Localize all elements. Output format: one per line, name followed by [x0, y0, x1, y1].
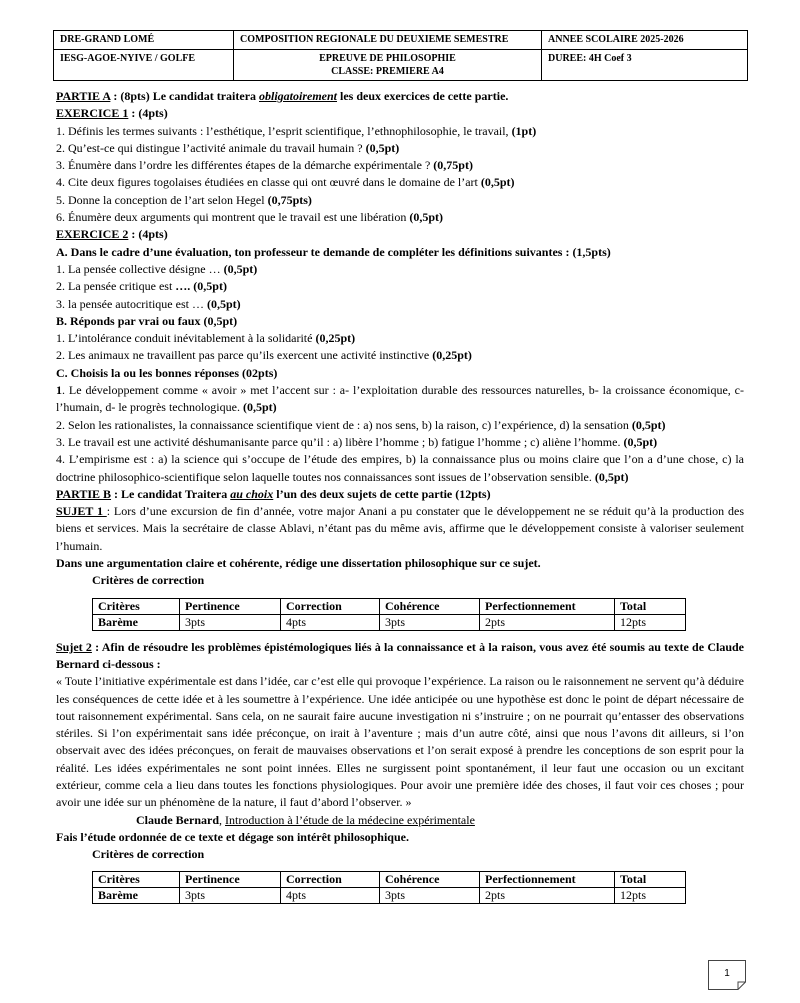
header-classe: CLASSE: PREMIERE A4 [331, 66, 444, 77]
question-item [56, 157, 744, 174]
question-item [56, 382, 744, 417]
criteria-value-cell: 12pts [615, 888, 686, 904]
criteria-header-cell: Cohérence [380, 598, 480, 614]
question-text: 1. La pensée collective désigne … [56, 261, 224, 276]
question-points: (0,5pt) [623, 434, 658, 449]
question-item [56, 347, 744, 364]
criteria-value-cell: 4pts [281, 888, 380, 904]
criteria-table-1 [92, 598, 686, 631]
question-item [56, 174, 744, 191]
header-row [54, 50, 748, 81]
question-points: (0,5pt) [631, 417, 666, 432]
question-text: 5. Donne la conception de l’art selon Hegel [56, 192, 268, 207]
question-ellipsis: …. [175, 279, 191, 294]
question-number: 1 [56, 383, 62, 398]
question-text: 3. Le travail est une activité déshumanisante parce qu’il : a) libère l’homme ; b) fatigue l’homme ; c) aliène l’homme. [56, 434, 624, 449]
question-text: 1. L’intolérance conduit inévitablement à la solidarité [56, 331, 316, 346]
question-points: (0,25pt) [315, 331, 356, 346]
criteria-header-cell: Total [615, 598, 686, 614]
section-c-heading: C. Choisis la ou les bonnes réponses (02pts) [56, 365, 278, 380]
question-text: 2. Les animaux ne travaillent pas parce qu’ils exercent une activité instinctive [56, 348, 433, 363]
question-points: (0,5pt) [480, 175, 515, 190]
question-item [56, 417, 744, 434]
question-text: 6. Énumère deux arguments qui montrent que le travail est une libération [56, 210, 410, 225]
partie-b-intro: : Le candidat Traitera [111, 486, 231, 501]
criteria-value-cell: 2pts [480, 614, 615, 630]
header-row [54, 31, 748, 50]
question-item [56, 296, 744, 313]
header-dre: DRE-GRAND LOMÉ [54, 31, 234, 50]
sujet-1-instruction: Dans une argumentation claire et cohérente, rédige une dissertation philosophique sur ce sujet. [56, 556, 541, 571]
partie-b-intro-end: l’un des deux sujets de cette partie (12pts) [273, 486, 491, 501]
quote-author: Claude Bernard [136, 812, 220, 827]
question-item [56, 451, 744, 486]
criteria-header-cell: Perfectionnement [480, 598, 615, 614]
question-text: 4. Cite deux figures togolaises étudiées en classe qui ont œuvré dans le domaine de l’art [56, 175, 481, 190]
criteria-row-label: Barème [93, 888, 180, 904]
question-text: 2. Qu’est-ce qui distingue l’activité animale du travail humain ? [56, 140, 366, 155]
header-school: IESG-AGOE-NYIVE / GOLFE [54, 50, 234, 81]
sujet-2-label: Sujet 2 [56, 639, 92, 654]
question-item [56, 140, 744, 157]
partie-a-intro-end: les deux exercices de cette partie. [337, 89, 509, 103]
question-points: (0,75pt) [433, 158, 473, 173]
question-item [56, 209, 744, 226]
partie-b-heading [56, 486, 744, 503]
criteria-value-row [93, 614, 686, 630]
quote-separator: , [219, 812, 226, 827]
header-duration: DUREE: 4H Coef 3 [542, 50, 748, 81]
header-school-year: ANNEE SCOLAIRE 2025-2026 [542, 31, 748, 50]
sujet-1-statement [56, 503, 744, 555]
question-points: (0,5pt) [206, 296, 241, 311]
header-epreuve: EPREUVE DE PHILOSOPHIE [319, 53, 456, 64]
exam-body [56, 88, 744, 912]
criteria-header-row [93, 872, 686, 888]
criteria-header-row [93, 598, 686, 614]
question-item [56, 261, 744, 278]
question-points: (0,5pt) [594, 469, 629, 484]
question-item [56, 434, 744, 451]
question-text: 2. La pensée critique est [56, 279, 176, 294]
partie-a-emphasis: obligatoirement [259, 89, 338, 103]
criteria-value-cell: 2pts [480, 888, 615, 904]
sujet-1-criteria-title: Critères de correction [92, 573, 205, 588]
question-points: (0,5pt) [242, 400, 277, 415]
criteria-header-cell: Correction [281, 872, 380, 888]
quote-book-title: Introduction à l’étude de la médecine expérimentale [225, 812, 475, 827]
section-b-heading: B. Réponds par vrai ou faux (0,5pt) [56, 313, 238, 328]
question-text: 3. Énumère dans l’ordre les différentes étapes de la démarche expérimentale ? [56, 158, 434, 173]
criteria-header-cell: Total [615, 872, 686, 888]
question-item [56, 330, 744, 347]
criteria-value-cell: 3pts [180, 888, 281, 904]
sujet-2-instruction: Fais l’étude ordonnée de ce texte et dégage son intérêt philosophique. [56, 829, 409, 844]
question-text: . Le développement comme « avoir » met l’accent sur : a- l’exploitation durable des ressources naturelles, b- la croissance économique, c- l’humain, d- le progrès technologique. [56, 383, 744, 415]
criteria-value-cell: 3pts [180, 614, 281, 630]
question-points: (0,5pt) [223, 261, 258, 276]
sujet-2-criteria-title: Critères de correction [92, 847, 205, 862]
quote-source [56, 812, 744, 829]
sujet-2-intro-text: : Afin de résoudre les problèmes épistémologiques liés à la connaissance et à la raison, vous avez été soumis au texte de Claude Bernard ci-dessous : [56, 639, 744, 671]
question-points: (0,5pt) [190, 279, 227, 294]
section-a-heading: A. Dans le cadre d’une évaluation, ton professeur te demande de compléter les définitions suivantes : (1,5pts) [56, 244, 611, 259]
criteria-header-cell: Cohérence [380, 872, 480, 888]
exercice-1-label: EXERCICE 1 [56, 106, 129, 121]
partie-a-intro: : (8pts) Le candidat traitera [110, 89, 260, 103]
exercice-1-heading [56, 105, 744, 122]
partie-b-label: PARTIE B [56, 486, 112, 501]
partie-a-heading [56, 88, 744, 105]
question-points: (0,75pts) [267, 192, 312, 207]
exercice-2-points: : (4pts) [128, 227, 168, 242]
question-text: 3. la pensée autocritique est … [56, 296, 207, 311]
header-subject [234, 50, 542, 81]
header-composition: COMPOSITION REGIONALE DU DEUXIEME SEMESTRE [234, 31, 542, 50]
page-number-box [708, 960, 746, 990]
partie-a-label: PARTIE A [56, 89, 111, 103]
criteria-header-cell: Pertinence [180, 872, 281, 888]
criteria-row-label: Barème [93, 614, 180, 630]
question-text: 2. Selon les rationalistes, la connaissance scientifique vient de : a) nos sens, b) la raison, c) l’expérience, d) la sensation [56, 417, 632, 432]
exercice-2-label: EXERCICE 2 [56, 227, 129, 242]
question-item [56, 192, 744, 209]
sujet-1-label: SUJET 1 [56, 504, 107, 519]
criteria-value-cell: 4pts [281, 614, 380, 630]
question-text: 1. Définis les termes suivants : l’esthétique, l’esprit scientifique, l’ethnophilosophie, le travail, [56, 123, 512, 138]
page-number: 1 [724, 968, 730, 979]
sujet-1-text: : Lors d’une excursion de fin d’année, votre major Anani a pu constater que le développement ne se réduit qu’à la production des biens et services. Mais la secrétaire de classe Ablavi, n’étant pas du même avis, affirme que le développement consiste à valoriser seulement l’humain. [56, 504, 744, 553]
criteria-header-cell: Correction [281, 598, 380, 614]
sujet-2-quote: « Toute l’initiative expérimentale est dans l’idée, car c’est elle qui provoque l’expérience. La raison ou le raisonnement ne servent qu’à déduire les conséquences de cette idée et à les soumettre à l’expérience. Une idée anticipée ou une hypothèse est donc le point de départ nécessaire de tout raisonnement expérimental. Sans cela, on ne saurait faire aucune investigation ni s’instruire ; on ne pourrait qu’entasser des observations stériles. Si l’on expérimentait sans idée préconçue, on irait à l’aventure ; mais d’un autre côté, ainsi que nous l’avons dit ailleurs, si l’on observait avec des idées préconçues, on ferait de mauvaises observations et l’on serait exposé à prendre les conceptions de son esprit pour la réalité. Les idées expérimentales ne sont point innées. Elles ne surgissent point spontanément, il leur faut une occasion ou un excitant extérieur, comme cela a lieu dans toutes les fonctions physiologiques. Pour avoir une première idée des choses, il faut voir ces choses ; pour avoir une idée sur un phénomène de la nature, il faut d’abord l’observer. » [56, 674, 744, 810]
partie-b-emphasis: au choix [230, 486, 274, 501]
exercice-1-points: : (4pts) [128, 106, 168, 121]
criteria-header-cell: Critères [93, 872, 180, 888]
question-points: (0,5pt) [365, 140, 400, 155]
criteria-table-2 [92, 871, 686, 904]
criteria-value-cell: 12pts [615, 614, 686, 630]
sujet-2-intro [56, 639, 744, 674]
criteria-header-cell: Pertinence [180, 598, 281, 614]
question-item [56, 278, 744, 295]
question-item [56, 123, 744, 140]
question-points: (0,25pt) [432, 348, 472, 363]
criteria-value-cell: 3pts [380, 614, 480, 630]
criteria-value-row [93, 888, 686, 904]
criteria-header-cell: Critères [93, 598, 180, 614]
exam-header-table [53, 30, 748, 81]
question-text: 4. L’empirisme est : a) la science qui s’occupe de l’étude des empires, b) la connaissance plus ou moins claire que l’on a d’une chose, c) la doctrine philosophico-scientifique selon laquelle toutes nos connaissances sont issues de l’observation sensible. [56, 452, 744, 484]
criteria-header-cell: Perfectionnement [480, 872, 615, 888]
exercice-2-heading [56, 226, 744, 243]
criteria-value-cell: 3pts [380, 888, 480, 904]
question-points: (1pt) [511, 123, 537, 138]
question-points: (0,5pt) [409, 210, 444, 225]
